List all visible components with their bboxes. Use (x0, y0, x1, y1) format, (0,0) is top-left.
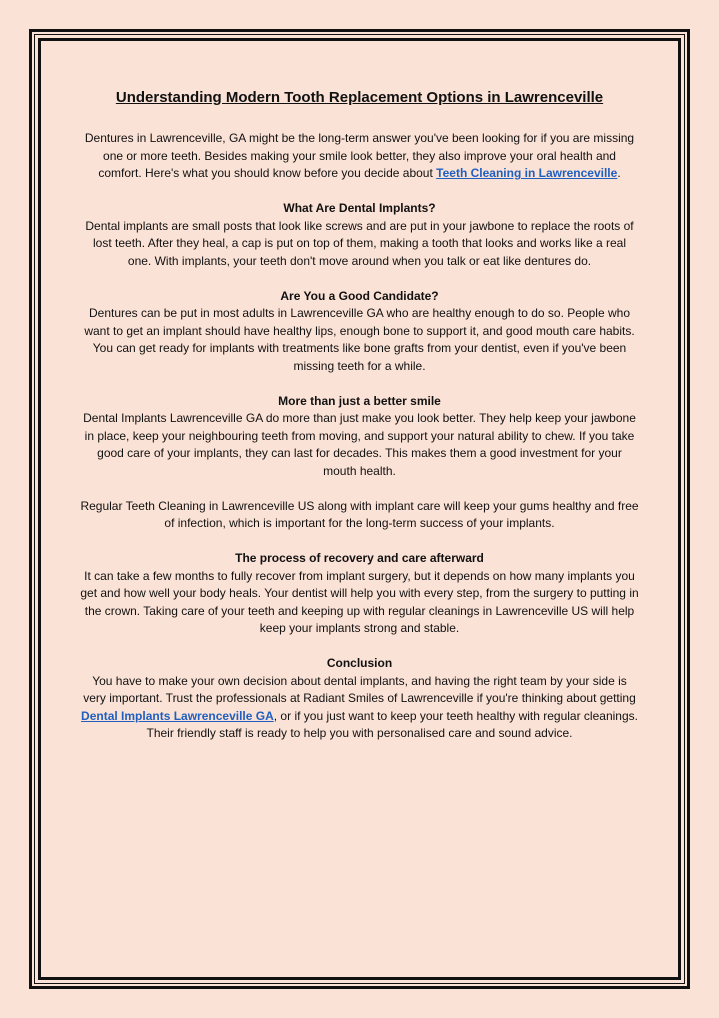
intro-text: Dentures in Lawrenceville, GA might be the long-term answer you've been looking for if you are missing one or more teeth. Besides making your smile look better, they also improve your oral health and comfort. Here's what you should know before you decide about (84, 131, 635, 180)
section-regular-cleaning (80, 498, 639, 533)
section-better-smile (80, 393, 639, 481)
section-body: It can take a few months to fully recover from implant surgery, but it depends on how many implants you get and how well your body heals. Your dentist will help you with every step, from the surgery to putting in the crown. Taking care of your teeth and keeping up with regular cleanings in Lawrenceville US will help keep your implants strong and stable. (80, 568, 639, 635)
section-conclusion (80, 655, 639, 743)
section-heading: More than just a better smile (278, 393, 441, 408)
teeth-cleaning-link[interactable]: Teeth Cleaning in Lawrenceville (436, 166, 618, 180)
section-recovery (80, 550, 639, 638)
section-body: Dental implants are small posts that look like screws and are put in your jawbone to replace the roots of lost teeth. After they heal, a cap is put on top of them, making a tooth that looks and works like a real one. With implants, your teeth don't move around when you talk or eat like dentures do. (85, 218, 634, 268)
document-body (80, 88, 639, 760)
conclusion-text: You have to make your own decision about dental implants, and having the right team by your side is very important. Trust the professionals at Radiant Smiles of Lawrenceville if you're thinking about getting (83, 673, 636, 705)
conclusion-after: , or if you just want to keep your teeth healthy with regular cleanings. Their friendly staff is ready to help you with personalised care and sound advice. (146, 708, 638, 740)
section-good-candidate (80, 288, 639, 376)
intro-paragraph (80, 130, 639, 183)
section-heading: What Are Dental Implants? (283, 201, 436, 215)
section-dental-implants (80, 200, 639, 270)
section-heading: Are You a Good Candidate? (280, 288, 439, 303)
dental-implants-link[interactable]: Dental Implants Lawrenceville GA (81, 708, 274, 723)
section-heading: The process of recovery and care afterward (235, 551, 484, 565)
section-body: Regular Teeth Cleaning in Lawrenceville US along with implant care will keep your gums healthy and free of infection, which is important for the long-term success of your implants. (80, 498, 639, 530)
intro-after: . (617, 166, 621, 180)
section-body: Dental Implants Lawrenceville GA do more than just make you look better. They help keep your jawbone in place, keep your neighbouring teeth from moving, and support your natural ability to chew. If you take good care of your implants, they can last for decades. This makes them a good investment for your mouth health. (83, 411, 636, 478)
document-title: Understanding Modern Tooth Replacement Options in Lawrenceville (115, 89, 604, 106)
conclusion-heading: Conclusion (326, 656, 393, 670)
section-body: Dentures can be put in most adults in Lawrenceville GA who are healthy enough to do so. People who want to get an implant should have healthy lips, enough bone to support it, and good mouth care habits. You can get ready for implants with treatments like bone grafts from your dentist, even if you've been missing teeth for a while. (84, 306, 635, 373)
